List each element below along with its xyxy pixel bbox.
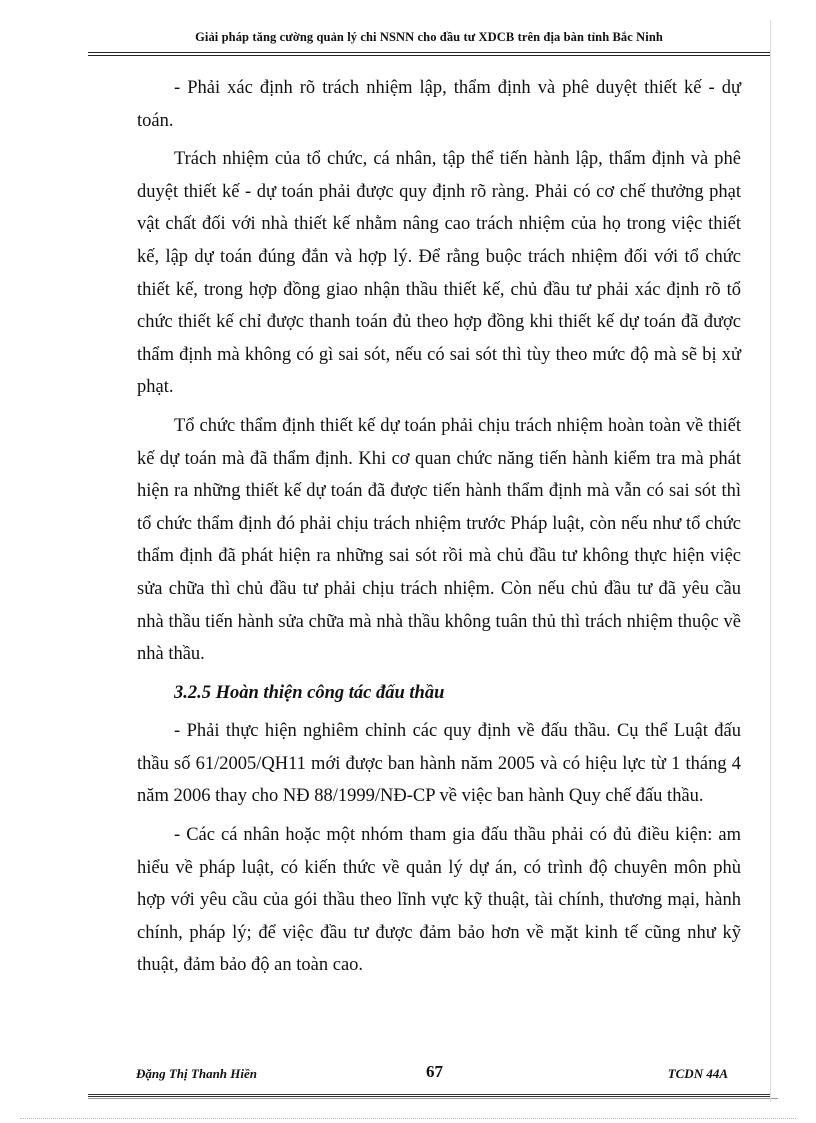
paragraph: - Các cá nhân hoặc một nhóm tham gia đấu thầu phải có đủ điều kiện: am hiểu về pháp luật, có kiến thức về quản lý dự án, có trình độ chuyên môn phù hợp với yêu cầu của gói thầu theo lĩnh vực kỹ thuật, tài chính, thương mại, hành chính, pháp lý; để việc đầu tư được đảm bảo hơn về mặt kinh tế cũng như kỹ thuật, đảm bảo độ an toàn cao.: [137, 825, 741, 976]
running-header: Giải pháp tăng cường quản lý chi NSNN cho đầu tư XDCB trên địa bàn tỉnh Bắc Ninh: [195, 30, 663, 44]
page-border-shadow: [770, 20, 771, 1102]
footer-author: Đặng Thị Thanh Hiền: [136, 1066, 258, 1081]
page-break-rule: [20, 1118, 796, 1119]
paragraph: - Phải thực hiện nghiêm chỉnh các quy định về đấu thầu. Cụ thể Luật đấu thầu số 61/2005/QH11 mới được ban hành năm 2005 và có hiệu lực từ 1 tháng 4 năm 2006 thay cho NĐ 88/1999/NĐ-CP về việc ban hành Quy chế đấu thầu.: [137, 721, 741, 807]
page-number: 67: [426, 1062, 443, 1081]
header-rule-secondary: [88, 55, 770, 56]
section-heading: 3.2.5 Hoàn thiện công tác đấu thầu: [174, 682, 445, 703]
paragraph: Tổ chức thẩm định thiết kế dự toán phải chịu trách nhiệm hoàn toàn về thiết kế dự toán mà đã thẩm định. Khi cơ quan chức năng tiến hành kiểm tra mà phát hiện ra những thiết kế dự toán đã được tiến hành thẩm định mà vẫn có sai sót thì tổ chức thẩm định đó phải chịu trách nhiệm trước Pháp luật, còn nếu như tổ chức thẩm định đã phát hiện ra những sai sót rồi mà chủ đầu tư không thực hiện việc sửa chữa thì chủ đầu tư phải chịu trách nhiệm. Còn nếu chủ đầu tư đã yêu cầu nhà thầu tiến hành sửa chữa mà nhà thầu không tuân thủ thì trách nhiệm thuộc về nhà thầu.: [137, 415, 741, 665]
footer-shadow: [88, 1098, 778, 1099]
document-body: [137, 72, 741, 982]
page-footer: [88, 1054, 770, 1098]
header-rule: [88, 52, 770, 53]
paragraph: - Phải xác định rõ trách nhiệm lập, thẩm định và phê duyệt thiết kế - dự toán.: [137, 78, 741, 131]
footer-rule: [88, 1094, 770, 1097]
footer-class-code: TCDN 44A: [667, 1066, 728, 1081]
paragraph: Trách nhiệm của tổ chức, cá nhân, tập thể tiến hành lập, thẩm định và phê duyệt thiết kế - dự toán phải được quy định rõ ràng. Phải có cơ chế thưởng phạt vật chất đối với nhà thiết kế nhằm nâng cao trách nhiệm của họ trong việc thiết kế, lập dự toán đúng đắn và hợp lý. Để rằng buộc trách nhiệm đối với tổ chức thiết kế, trong hợp đồng giao nhận thầu thiết kế, chủ đầu tư phải xác định rõ tổ chức thiết kế chỉ được thanh toán đủ theo hợp đồng khi thiết kế dự toán đã được thẩm định mà không có gì sai sót, nếu có sai sót thì tùy theo mức độ mà sẽ bị xử phạt.: [137, 149, 741, 398]
